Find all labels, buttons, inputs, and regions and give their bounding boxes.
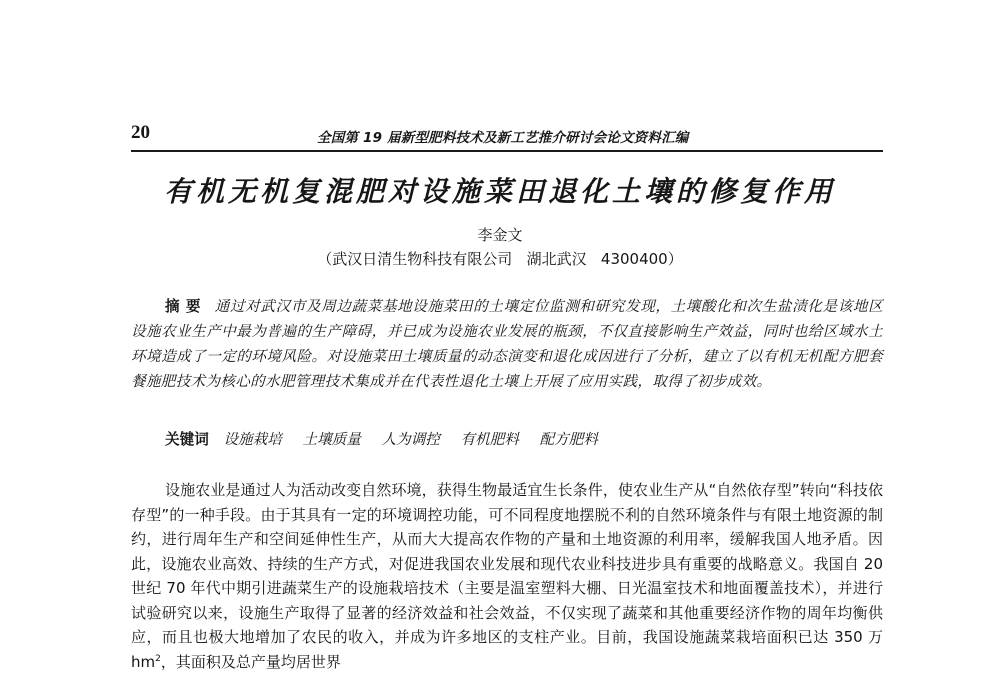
affiliation-open-paren: （ [317, 250, 333, 268]
keyword-item: 人为调控 [381, 431, 440, 448]
body-text-main: 设施农业是通过人为活动改变自然环境，获得生物最适宜生长条件，使农业生产从“自然依存型”转向“科技依存型”的一种手段。由于其具有一定的环境调控功能，可不同程度地摆脱不利的自然环境条件与有限土地资源的制约，进行周年生产和空间延伸性生产，从而大大提高农作物的产量和土地资源的利用率，缓解我国人地矛盾。因此，设施农业高效、持续的生产方式，对促进我国农业发展和现代农业科技进步具有重要的战略意义。我国自 20 世纪 70 年代中期引进蔬菜生产的设施栽培技术（主要是温室塑料大棚、日光温室技术和地面覆盖技术），并进行试验研究以来，设施生产取得了显著的经济效益和社会效益，不仅实现了蔬菜和其他重要经济作物的周年均衡供应，而且也极大地增加了农民的收入，并成为许多地区的支柱产业。目前，我国设施蔬菜栽培面积已达 350 万 hm [131, 481, 883, 671]
keyword-item: 有机肥料 [460, 431, 519, 448]
keywords [165, 428, 883, 449]
page-number: 20 [131, 122, 150, 143]
abstract-label: 摘要 [165, 298, 207, 315]
affiliation-place: 湖北武汉 [526, 250, 587, 268]
keyword-item: 配方肥料 [539, 431, 598, 448]
affiliation-close-paren: ） [667, 250, 683, 268]
unit-superscript: 2 [155, 653, 161, 664]
abstract-text: 通过对武汉市及周边蔬菜基地设施菜田的土壤定位监测和研究发现，土壤酸化和次生盐渍化是该地区设施农业生产中最为普遍的生产障碍，并已成为设施农业发展的瓶颈，不仅直接影响生产效益，同时也给区域水土环境造成了一定的环境风险。对设施菜田土壤质量的动态演变和退化成因进行了分析，建立了以有机无机配方肥套餐施肥技术为核心的水肥管理技术集成并在代表性退化土壤上开展了应用实践，取得了初步成效。 [131, 298, 883, 390]
affiliation-organization: 武汉日清生物科技有限公司 [332, 250, 513, 268]
journal-title: 全国第 19 届新型肥料技术及新工艺推介研讨会论文资料汇编 [317, 130, 689, 146]
affiliation-postcode: 4300400 [600, 250, 668, 268]
abstract [131, 294, 883, 394]
running-header [131, 120, 883, 152]
paper-title: 有机无机复混肥对设施菜田退化土壤的修复作用 [163, 175, 836, 208]
keywords-label: 关键词 [165, 431, 209, 448]
body-paragraph [131, 478, 883, 674]
author-name: 李金文 [477, 226, 523, 244]
body-text-tail: ，其面积及总产量均居世界 [160, 652, 341, 671]
author-affiliation [0, 248, 1000, 269]
keyword-item: 土壤质量 [302, 431, 361, 448]
keyword-item: 设施栽培 [223, 431, 282, 448]
